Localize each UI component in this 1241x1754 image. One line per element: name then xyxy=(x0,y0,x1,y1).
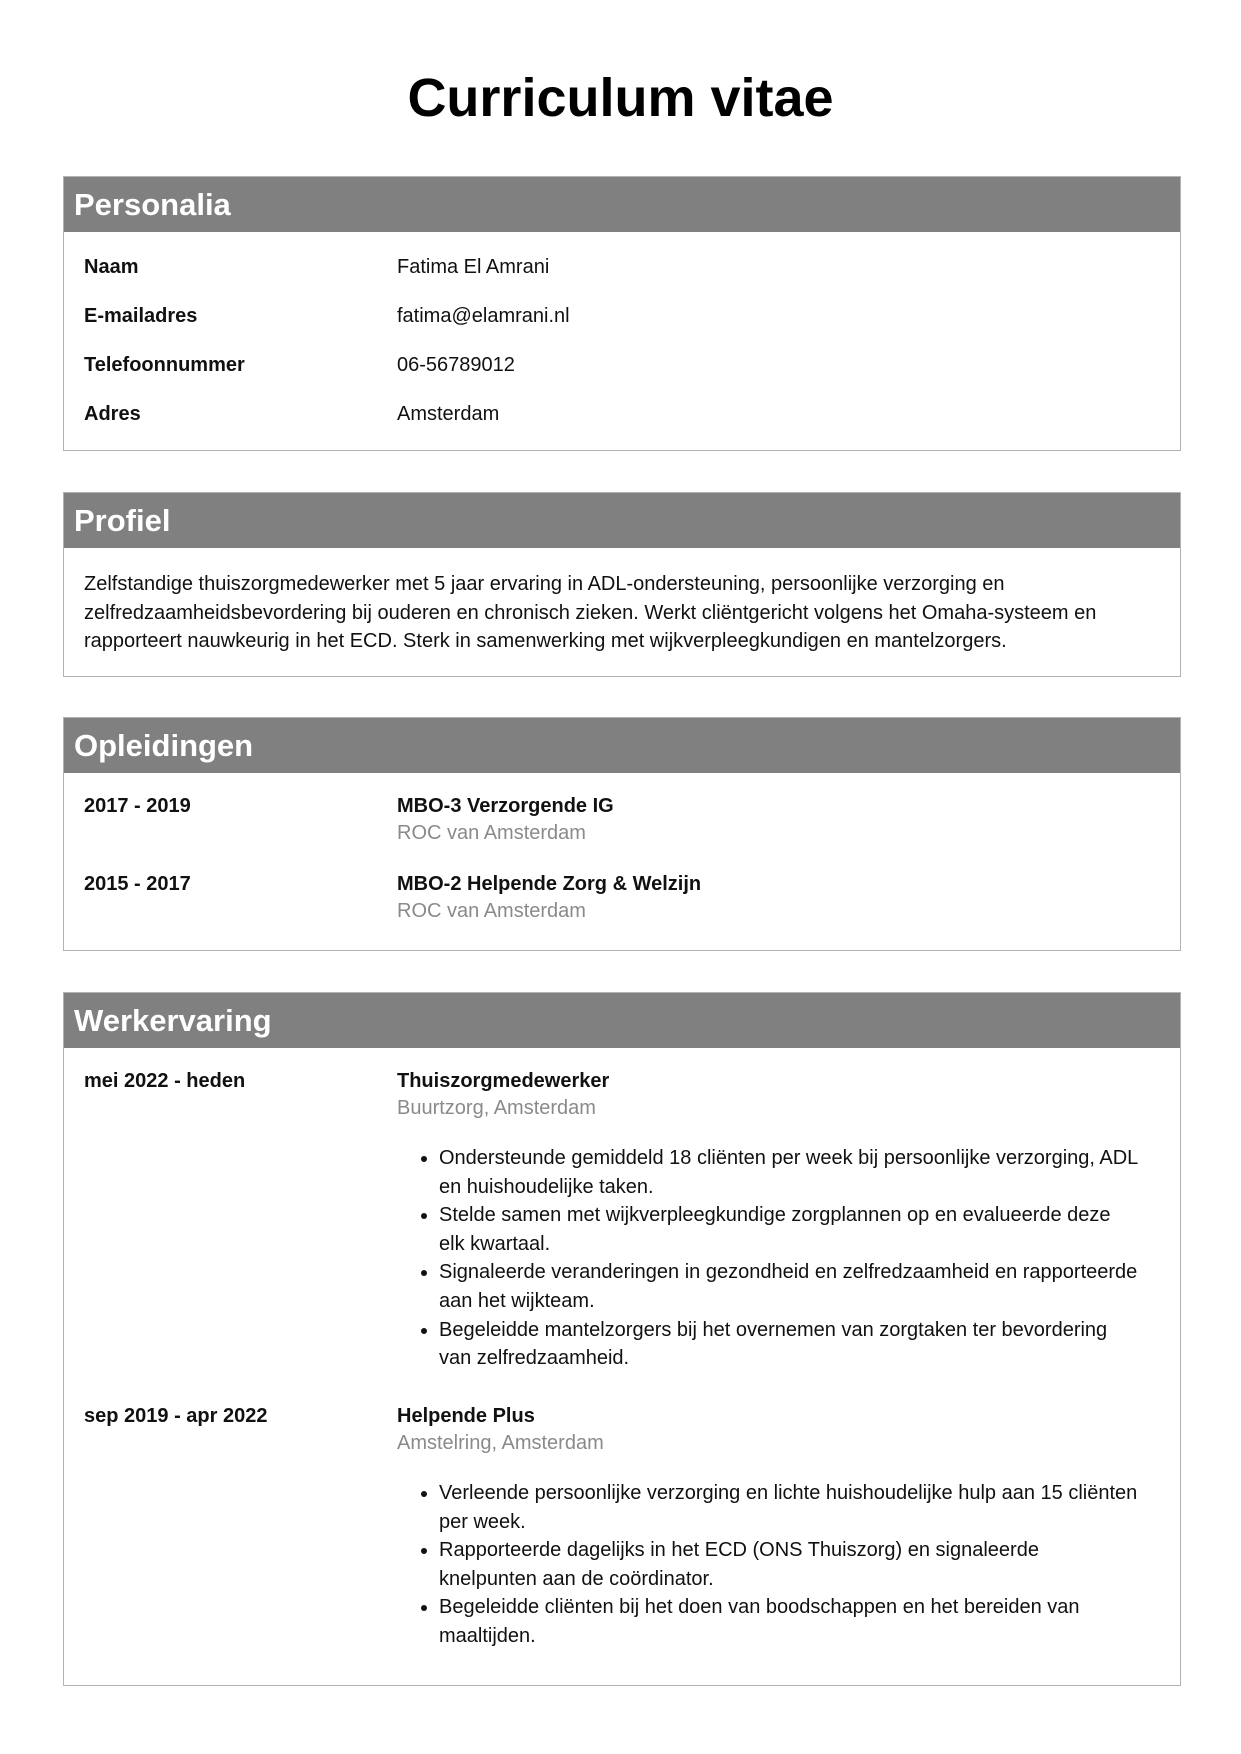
work-bullets xyxy=(397,1144,1140,1373)
work-details xyxy=(397,1405,1140,1651)
section-header-opleidingen: Opleidingen xyxy=(64,718,1180,773)
education-details xyxy=(397,873,1140,923)
section-profiel xyxy=(63,492,1181,677)
list-item: • Rapporteerde dagelijks in het ECD (ONS Thuiszorg) en signaleerde knelpunten aan de coördinator. xyxy=(439,1536,1140,1593)
value-adres: Amsterdam xyxy=(397,403,500,425)
value-telefoon: 06-56789012 xyxy=(397,354,515,376)
list-item: • Ondersteunde gemiddeld 18 cliënten per week bij persoonlijke verzorging, ADL en huishoudelijke taken. xyxy=(439,1144,1140,1201)
education-period: 2015 - 2017 xyxy=(84,873,191,895)
section-opleidingen xyxy=(63,717,1181,951)
document-title: Curriculum vitae xyxy=(407,68,834,128)
label-telefoon: Telefoonnummer xyxy=(84,354,245,376)
work-details xyxy=(397,1070,1140,1373)
work-period: sep 2019 - apr 2022 xyxy=(84,1405,268,1427)
work-employer: Buurtzorg, Amsterdam xyxy=(397,1097,596,1119)
section-personalia xyxy=(63,176,1181,451)
label-naam: Naam xyxy=(84,256,139,278)
list-item: • Verleende persoonlijke verzorging en lichte huishoudelijke hulp aan 15 cliënten per week. xyxy=(439,1479,1140,1536)
list-item: • Signaleerde veranderingen in gezondheid en zelfredzaamheid en rapporteerde aan het wijkteam. xyxy=(439,1258,1140,1315)
education-title: MBO-3 Verzorgende IG xyxy=(397,795,614,817)
work-title: Helpende Plus xyxy=(397,1405,535,1427)
work-employer: Amstelring, Amsterdam xyxy=(397,1432,604,1454)
label-email: E-mailadres xyxy=(84,305,198,327)
education-school: ROC van Amsterdam xyxy=(397,822,586,844)
work-period: mei 2022 - heden xyxy=(84,1070,246,1092)
section-header-werkervaring: Werkervaring xyxy=(64,993,1180,1048)
list-item: • Begeleidde mantelzorgers bij het overnemen van zorgtaken ter bevordering van zelfredzaamheid. xyxy=(439,1316,1140,1373)
section-header-profiel: Profiel xyxy=(64,493,1180,548)
profiel-body xyxy=(64,548,1180,656)
work-bullets xyxy=(397,1479,1140,1651)
label-adres: Adres xyxy=(84,403,141,425)
profile-summary: Zelfstandige thuiszorgmedewerker met 5 jaar ervaring in ADL-ondersteuning, persoonlijke verzorging en zelfredzaamheidsbevordering bij ouderen en chronisch zieken. Werkt cliëntgericht volgens het Omaha-systeem en rapporteert nauwkeurig in het ECD. Sterk in samenwerking met wijkverpleegkundigen en mantelzorgers. xyxy=(84,573,1097,653)
value-naam: Fatima El Amrani xyxy=(397,256,550,278)
work-title: Thuiszorgmedewerker xyxy=(397,1070,610,1092)
education-details xyxy=(397,795,1140,845)
section-header-personalia: Personalia xyxy=(64,177,1180,232)
section-werkervaring xyxy=(63,992,1181,1686)
education-period: 2017 - 2019 xyxy=(84,795,191,817)
education-title: MBO-2 Helpende Zorg & Welzijn xyxy=(397,873,702,895)
value-email: fatima@elamrani.nl xyxy=(397,305,570,327)
list-item: • Stelde samen met wijkverpleegkundige zorgplannen op en evalueerde deze elk kwartaal. xyxy=(439,1201,1140,1258)
list-item: • Begeleidde cliënten bij het doen van boodschappen en het bereiden van maaltijden. xyxy=(439,1593,1140,1650)
education-school: ROC van Amsterdam xyxy=(397,900,586,922)
